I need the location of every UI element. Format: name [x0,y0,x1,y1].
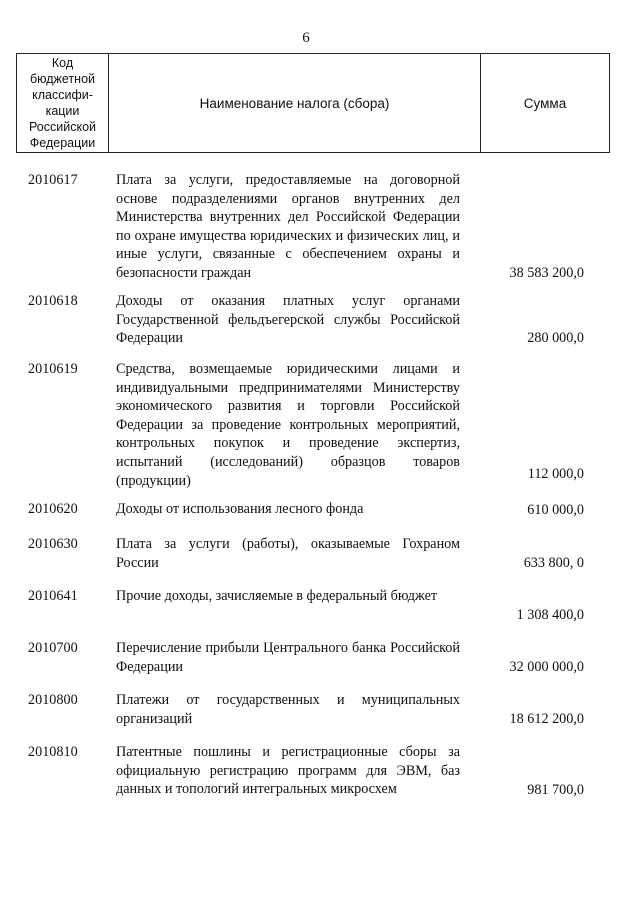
header-budget-code: Код бюджетной классифи- кации Российской Федерации [17,54,109,152]
table-row [16,743,610,800]
table-row [16,500,610,520]
row-amount: 32 000 000,0 [509,659,584,676]
row-name: Доходы от оказания платных услуг органами Государственной фельдъегерской службы Российской Федерации [116,293,460,347]
row-name: Перечисление прибыли Центрального банка Российской Федерации [116,640,460,675]
row-amount: 1 308 400,0 [516,607,584,624]
row-amount: 18 612 200,0 [509,711,584,728]
row-amount: 38 583 200,0 [509,265,584,282]
row-amount: 112 000,0 [527,466,584,483]
table-row [16,639,610,677]
table-row [16,171,610,283]
row-name: Плата за услуги, предоставляемые на договорной основе подразделениями органов внутренних дел Министерства внутренних дел Российской Федерации по охране имущества юридических и физических лиц, и иные услуги, связанные с обеспечением охраны и безопасности граждан [116,172,460,281]
header-sum: Сумма [523,95,567,111]
row-name: Платежи от государственных и муниципальных организаций [116,692,460,727]
row-name: Патентные пошлины и регистрационные сборы за официальную регистрацию программ для ЭВМ, баз данных и топологий интегральных микросхем [116,744,460,798]
row-amount: 981 700,0 [527,782,584,799]
header-tax-name: Наименование налога (сбора) [109,54,481,152]
row-name: Плата за услуги (работы), оказываемые Гохраном России [116,536,460,571]
row-amount: 280 000,0 [527,330,584,347]
table-row [16,691,610,729]
table-row [16,535,610,573]
table-header [16,53,610,153]
row-code: 2010810 [28,744,78,760]
row-code: 2010617 [28,172,78,188]
row-name: Прочие доходы, зачисляемые в федеральный бюджет [116,588,438,604]
row-name: Средства, возмещаемые юридическими лицами и индивидуальными предпринимателями Министерству экономического развития и торговли Российской Федерации за проведение контрольных мероприятий, контрольных покупок и проведение экспертиз, испытаний (исследований) образцов товаров (продукции) [116,361,460,489]
table-row [16,587,610,625]
row-code: 2010618 [28,293,78,309]
table-row [16,360,610,489]
row-code: 2010619 [28,361,78,377]
row-amount: 633 800, 0 [523,555,584,572]
row-name: Доходы от использования лесного фонда [116,501,364,517]
page-number: 6 [302,30,310,46]
row-code: 2010620 [28,501,78,517]
row-code: 2010641 [28,588,78,604]
table-row [16,292,610,348]
row-code: 2010800 [28,692,78,708]
row-code: 2010630 [28,536,78,552]
row-code: 2010700 [28,640,78,656]
row-amount: 610 000,0 [527,502,584,519]
